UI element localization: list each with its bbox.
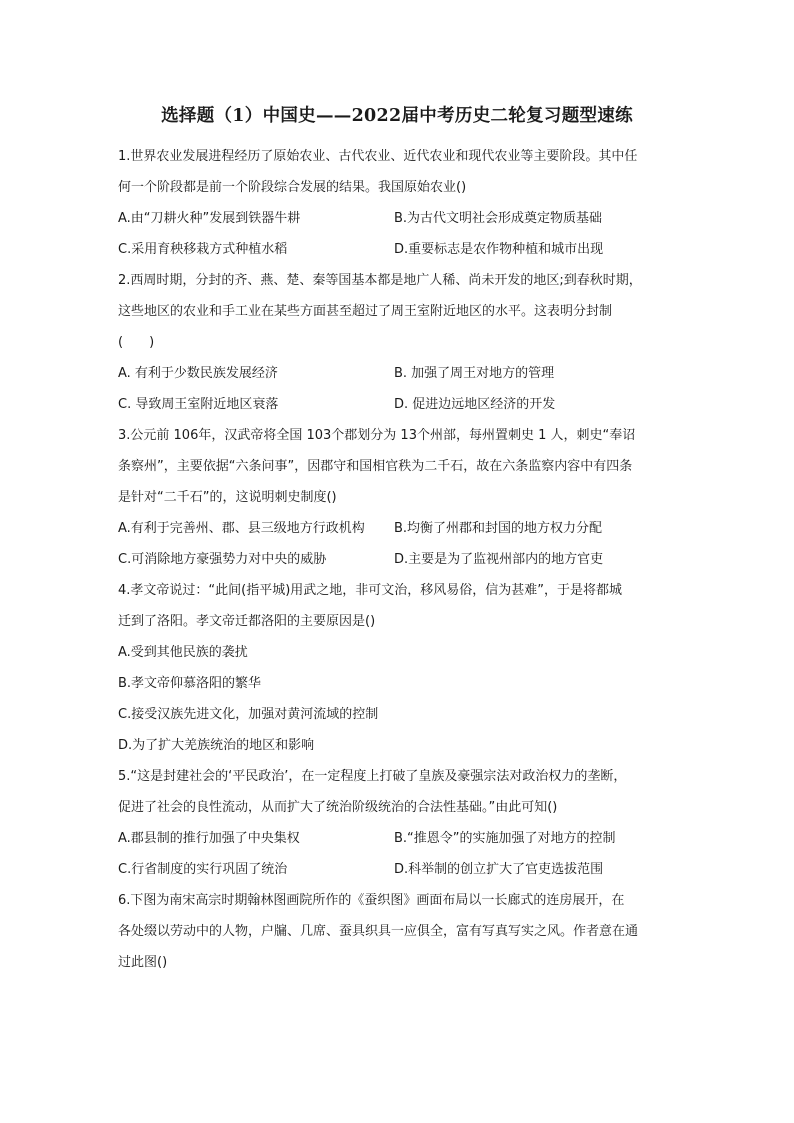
- option-C: C.行省制度的实行巩固了统治: [118, 862, 288, 877]
- option-C: C. 导致周王室附近地区衰落: [118, 397, 279, 412]
- question-6: [118, 885, 688, 978]
- question-stem-line: 各处缀以劳动中的人物，户牖、几席、蚕具织具一应俱全，富有写真写实之风。作者意在通: [118, 924, 639, 939]
- option-A: A.受到其他民族的袭扰: [118, 645, 248, 660]
- option-D: D.科举制的创立扩大了官吏选拔范围: [394, 862, 604, 877]
- option-C: C.可消除地方豪强势力对中央的威胁: [118, 552, 327, 567]
- option-B: B.“推恩令”的实施加强了对地方的控制: [394, 831, 616, 846]
- option-group: [118, 637, 688, 761]
- option-D: D.重要标志是农作物种植和城市出现: [394, 242, 604, 257]
- question-list: [118, 141, 688, 978]
- option-A: A.郡县制的推行加强了中央集权: [118, 831, 300, 846]
- option-group: [118, 823, 688, 885]
- option-A: A. 有利于少数民族发展经济: [118, 366, 278, 381]
- question-stem-line: 4.孝文帝说过：“此间(指平城)用武之地，非可文治，移风易俗，信为甚难”，于是将都城: [118, 583, 623, 598]
- question-stem-line: 迁到了洛阳。孝文帝迁都洛阳的主要原因是(): [118, 614, 376, 629]
- option-A: A.由“刀耕火种”发展到铁器牛耕: [118, 211, 301, 226]
- question-1: [118, 141, 688, 265]
- question-5: [118, 761, 688, 885]
- option-B: B.为古代文明社会形成奠定物质基础: [394, 211, 603, 226]
- option-C: C.接受汉族先进文化，加强对黄河流域的控制: [118, 707, 379, 722]
- question-stem-line: 过此图(): [118, 955, 168, 970]
- option-D: D. 促进边远地区经济的开发: [394, 397, 556, 412]
- question-stem-line: 6.下图为南宋高宗时期翰林图画院所作的《蚕织图》画面布局以一长廊式的连房展开，在: [118, 893, 625, 908]
- question-stem-line: 促进了社会的良性流动，从而扩大了统治阶级统治的合法性基础。”由此可知(): [118, 800, 558, 815]
- question-4: [118, 575, 688, 761]
- question-stem-line: 5.“这是封建社会的‘平民政治’，在一定程度上打破了皇族及豪强宗法对政治权力的垄断，: [118, 769, 627, 784]
- question-stem-line: 条察州”，主要依据“六条问事”，因郡守和国相官秩为二千石，故在六条监察内容中有四条: [118, 459, 633, 474]
- page-title: 选择题（1）中国史——2022届中考历史二轮复习题型速练: [161, 106, 633, 126]
- question-stem-line: 1.世界农业发展进程经历了原始农业、古代农业、近代农业和现代农业等主要阶段。其中任: [118, 149, 638, 164]
- question-stem-line: 是针对“二千石”的，这说明刺史制度(): [118, 490, 337, 505]
- option-A: A.有利于完善州、郡、县三级地方行政机构: [118, 521, 365, 536]
- option-B: B.孝文帝仰慕洛阳的繁华: [118, 676, 262, 691]
- question-2: [118, 265, 688, 420]
- question-stem-line: 3.公元前 106年，汉武帝将全国 103个郡划分为 13个州部，每州置刺史 1 人，刺史“奉诏: [118, 428, 636, 443]
- option-D: D.主要是为了监视州部内的地方官吏: [394, 552, 604, 567]
- option-B: B. 加强了周王对地方的管理: [394, 366, 555, 381]
- option-B: B.均衡了州郡和封国的地方权力分配: [394, 521, 603, 536]
- option-group: [118, 203, 688, 265]
- option-C: C.采用育秧移栽方式种植水稻: [118, 242, 288, 257]
- question-stem-line: 何一个阶段都是前一个阶段综合发展的结果。我国原始农业(): [118, 180, 467, 195]
- question-stem-line: 这些地区的农业和手工业在某些方面甚至超过了周王室附近地区的水平。这表明分封制: [118, 304, 613, 319]
- question-3: [118, 420, 688, 575]
- question-stem-line: 2.西周时期，分封的齐、燕、楚、秦等国基本都是地广人稀、尚未开发的地区;到春秋时期，: [118, 273, 642, 288]
- option-D: D.为了扩大羌族统治的地区和影响: [118, 738, 315, 753]
- question-stem-line: ( ): [118, 335, 155, 350]
- option-group: [118, 513, 688, 575]
- option-group: [118, 358, 688, 420]
